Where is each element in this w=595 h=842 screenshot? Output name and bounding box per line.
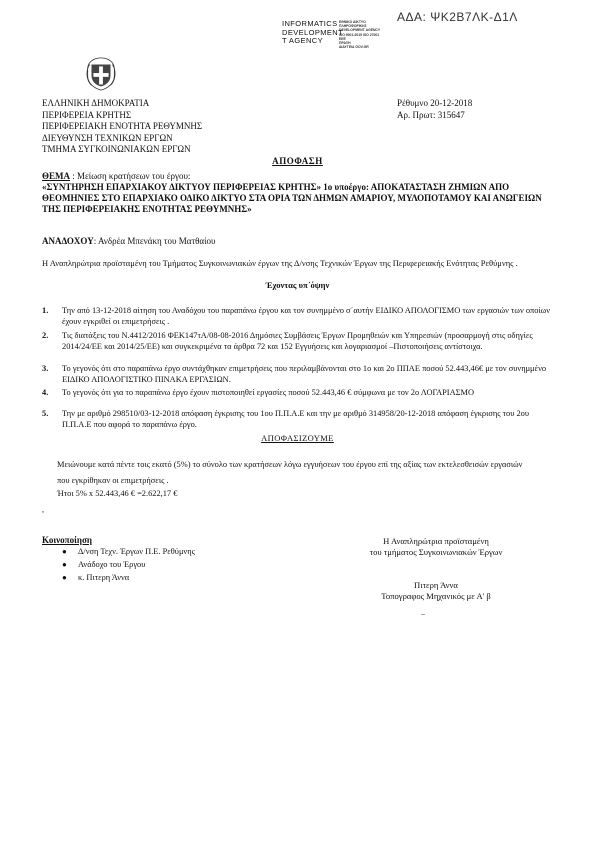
item-text: Το γεγονός ότι στο παραπάνω έργο συντάχθηκαν επιμετρήσεις που περιλαμβάνονται στο 1ο και 2ο ΠΠΑΕ ποσού 52.443,46€ με τον συνημμένο ΕΙΔΙΚΟ ΑΠΟΛΟΓΙΣΤΙΚΟ ΠΙΝΑΚΑ ΕΡΓΑΣΙΩΝ. xyxy=(62,364,547,384)
iso-small-line: ISO 9001:2015 ISO 27001 xyxy=(339,32,380,37)
signature-role: Η Αναπληρώτρια προϊσταμένη xyxy=(383,536,489,546)
decision-paragraph: Μειώνουμε κατά πέντε τοις εκατό (5%) το σύνολο των κρατήσεων λόγω εγγυήσεων του έργου επί της αξίας των εκτελεσθεισών εργασιών που εγκρίθηκαν οι επιμετρήσεις . xyxy=(57,460,523,485)
signature-dept: του τμήματος Συγκοινωνιακών Έργων xyxy=(369,547,503,557)
distribution-item xyxy=(62,571,195,584)
distribution-item-text: κ. Πιτερη Άννα xyxy=(78,573,130,582)
item-number: 3. xyxy=(42,364,49,373)
item-number: 4. xyxy=(42,388,49,397)
subject-block xyxy=(42,171,560,215)
subject-label: ΘΕΜΑ xyxy=(42,171,70,181)
item-number: 1. xyxy=(42,306,49,315)
bullet-icon: ● xyxy=(62,560,67,569)
item-text: Το γεγονός ότι για το παραπάνω έργο έχουν πιστοποιηθεί εργασίες ποσού 52.443,46 € σύμφωνα με τον 2ο ΛΟΓΑΡΙΑΣΜΟ xyxy=(62,388,475,397)
subject-intro: : Μείωση κρατήσεων του έργου: xyxy=(70,171,191,181)
considerations-item xyxy=(42,363,560,385)
authority-line: ΠΕΡΙΦΕΡΕΙΑ ΚΡΗΤΗΣ xyxy=(42,109,132,120)
authority-line: ΔΙΕΥΘΥΝΣΗ ΤΕΧΝΙΚΩΝ ΕΡΓΩΝ xyxy=(42,132,173,143)
iso-small-line: DEVELOPMENT AGENCY xyxy=(339,28,381,33)
iso-small-line: ΠΡΑΞΗ xyxy=(339,41,351,46)
document-title: ΑΠΟΦΑΣΗ xyxy=(272,156,323,166)
distribution-item xyxy=(62,545,195,558)
iso-logo-text xyxy=(282,20,343,46)
bullet-icon: ● xyxy=(62,573,67,582)
calculation-line: Ήτοι 5% x 52.443,46 € =2.622,17 € xyxy=(57,489,178,498)
distribution-list xyxy=(62,545,195,584)
considerations-item xyxy=(42,387,560,409)
iso-small-line: ΔΙΑΥΓΕΙΑ GOV.GR xyxy=(339,45,369,50)
item-number: 2. xyxy=(42,331,49,340)
item-number: 5. xyxy=(42,409,49,418)
item-text: Τις διατάξεις του Ν.4412/2016 ΦΕΚ147τΑ/08-08-2016 Δημόσιες Συμβάσεις Έργων Προμηθειών και Υπηρεσιών (προσαρμογή στις οδηγίες 2014/24/ΕΕ και 2014/25/ΕΕ) και συγκεκριμένα τα άρθρα 72 και 152 Εγγυήσεις και λογαριασμοί –Πιστοποιήσεις αντίστοιχα. xyxy=(62,331,533,351)
authority-line: ΕΛΛΗΝΙΚΗ ΔΗΜΟΚΡΑΤΙΑ xyxy=(42,98,150,108)
iso-line: T AGENCY xyxy=(282,36,323,46)
distribution-title: Κοινοποίηση xyxy=(42,535,92,545)
considerations-item xyxy=(42,305,560,327)
iso-line: DEVELOPMENT xyxy=(282,27,344,37)
iso-small-line: ΕΕΕ xyxy=(339,36,346,41)
distribution-item xyxy=(62,558,195,571)
signature-role-block xyxy=(298,536,574,558)
intro-paragraph: Η Αναπληρώτρια προϊσταμένη του Τμήματος Συγκοινωνιακών έργων της Δ/νσης Τεχνικών Έργων της Περιφερειακής Ενότητας Ρεθύμνης . xyxy=(42,258,518,268)
iso-line: INFORMATICS xyxy=(282,19,338,28)
authority-header xyxy=(42,98,202,156)
iso-small-text xyxy=(339,20,380,49)
signature-name: Πιτερη Άννα xyxy=(414,580,458,590)
contractor-name: : Ανδρέα Μπενάκη του Ματθαίου xyxy=(93,236,216,246)
distribution-item-text: Δ/νση Τεχν. Έργων Π.Ε. Ρεθύμνης xyxy=(78,547,195,556)
considerations-item xyxy=(42,408,560,430)
having-regard-heading: Έχοντας υπ΄όψην xyxy=(265,280,330,290)
signature-dots: .. xyxy=(421,608,425,617)
ada-code: ΑΔΑ: ΨΚ2Β7ΛΚ-Δ1Λ xyxy=(397,10,518,24)
item-text: Την από 13-12-2018 αίτηση του Αναδόχου του παραπάνω έργου και τον συνημμένο σ΄αυτήν ΕΙΔΙΚΟ ΑΠΟΛΟΓΙΣΜΟ των εργασιών των οποίων έχουν εγκριθεί οι επιμετρήσεις . xyxy=(62,306,550,326)
contractor-label: ΑΝΑΔΟΧΟΥ xyxy=(42,236,94,246)
protocol-number: Αρ. Πρωτ: 315647 xyxy=(397,109,465,120)
authority-line: ΤΜΗΜΑ ΣΥΓΚΟΙΝΩΝΙΑΚΩΝ ΕΡΓΩΝ xyxy=(42,144,191,154)
greek-republic-emblem-icon xyxy=(82,55,120,93)
bullet-icon: ● xyxy=(62,547,67,556)
contractor-line xyxy=(42,236,216,246)
iso-small-line: ΕΘΝΙΚΟ ΔΙΚΤΥΟ xyxy=(339,20,366,24)
doc-date: Ρέθυμνο 20-12-2018 xyxy=(397,98,473,108)
subject-project: «ΣΥΝΤΗΡΗΣΗ ΕΠΑΡΧΙΑΚΟΥ ΔΙΚΤΥΟΥ ΠΕΡΙΦΕΡΕΙΑΣ ΚΡΗΤΗΣ» 1ο υποέργο: ΑΠΟΚΑΤΑΣΤΑΣΗ ΖΗΜΙΩΝ ΑΠΟ ΘΕΟΜΗΝΙΕΣ ΣΤΟ ΕΠΑΡΧΙΑΚΟ ΟΔΙΚΟ ΔΙΚΤΥΟ ΣΤΑ ΟΡΙΑ ΤΩΝ ΔΗΜΩΝ ΑΜΑΡΙΟΥ, ΜΥΛΟΠΟΤΑΜΟΥ ΚΑΙ ΑΝΩΓΕΙΩΝ ΤΗΣ ΠΕΡΙΦΕΡΕΙΑΚΗΣ ΕΝΟΤΗΤΑΣ ΡΕΘΥΜΝΗΣ» xyxy=(42,182,542,214)
distribution-item-text: Ανάδοχο του Έργου xyxy=(78,560,146,569)
decide-heading: ΑΠΟΦΑΣΙΖΟΥΜΕ xyxy=(261,433,334,443)
authority-line: ΠΕΡΙΦΕΡΕΙΑΚΗ ΕΝΟΤΗΤΑ ΡΕΘΥΜΝΗΣ xyxy=(42,121,203,131)
item-text: Την με αριθμό 298510/03-12-2018 απόφαση έγκρισης του 1ου Π.Π.Α.Ε και την με αριθμό 314958/20-12-2018 απόφαση έγκρισης του 2ου Π.Π.Α.Ε που αφορά το παραπάνω έργο. xyxy=(62,409,529,429)
iso-small-line: ΠΛΗΡΟΦΟΡΙΚΗΣ xyxy=(339,24,367,29)
signature-title: Τοπογραφος Μηχανικός με Α' β xyxy=(381,591,491,601)
signature-name-block xyxy=(298,580,574,602)
doc-meta xyxy=(397,98,472,121)
considerations-item xyxy=(42,330,560,363)
stray-comma: , xyxy=(42,505,44,514)
